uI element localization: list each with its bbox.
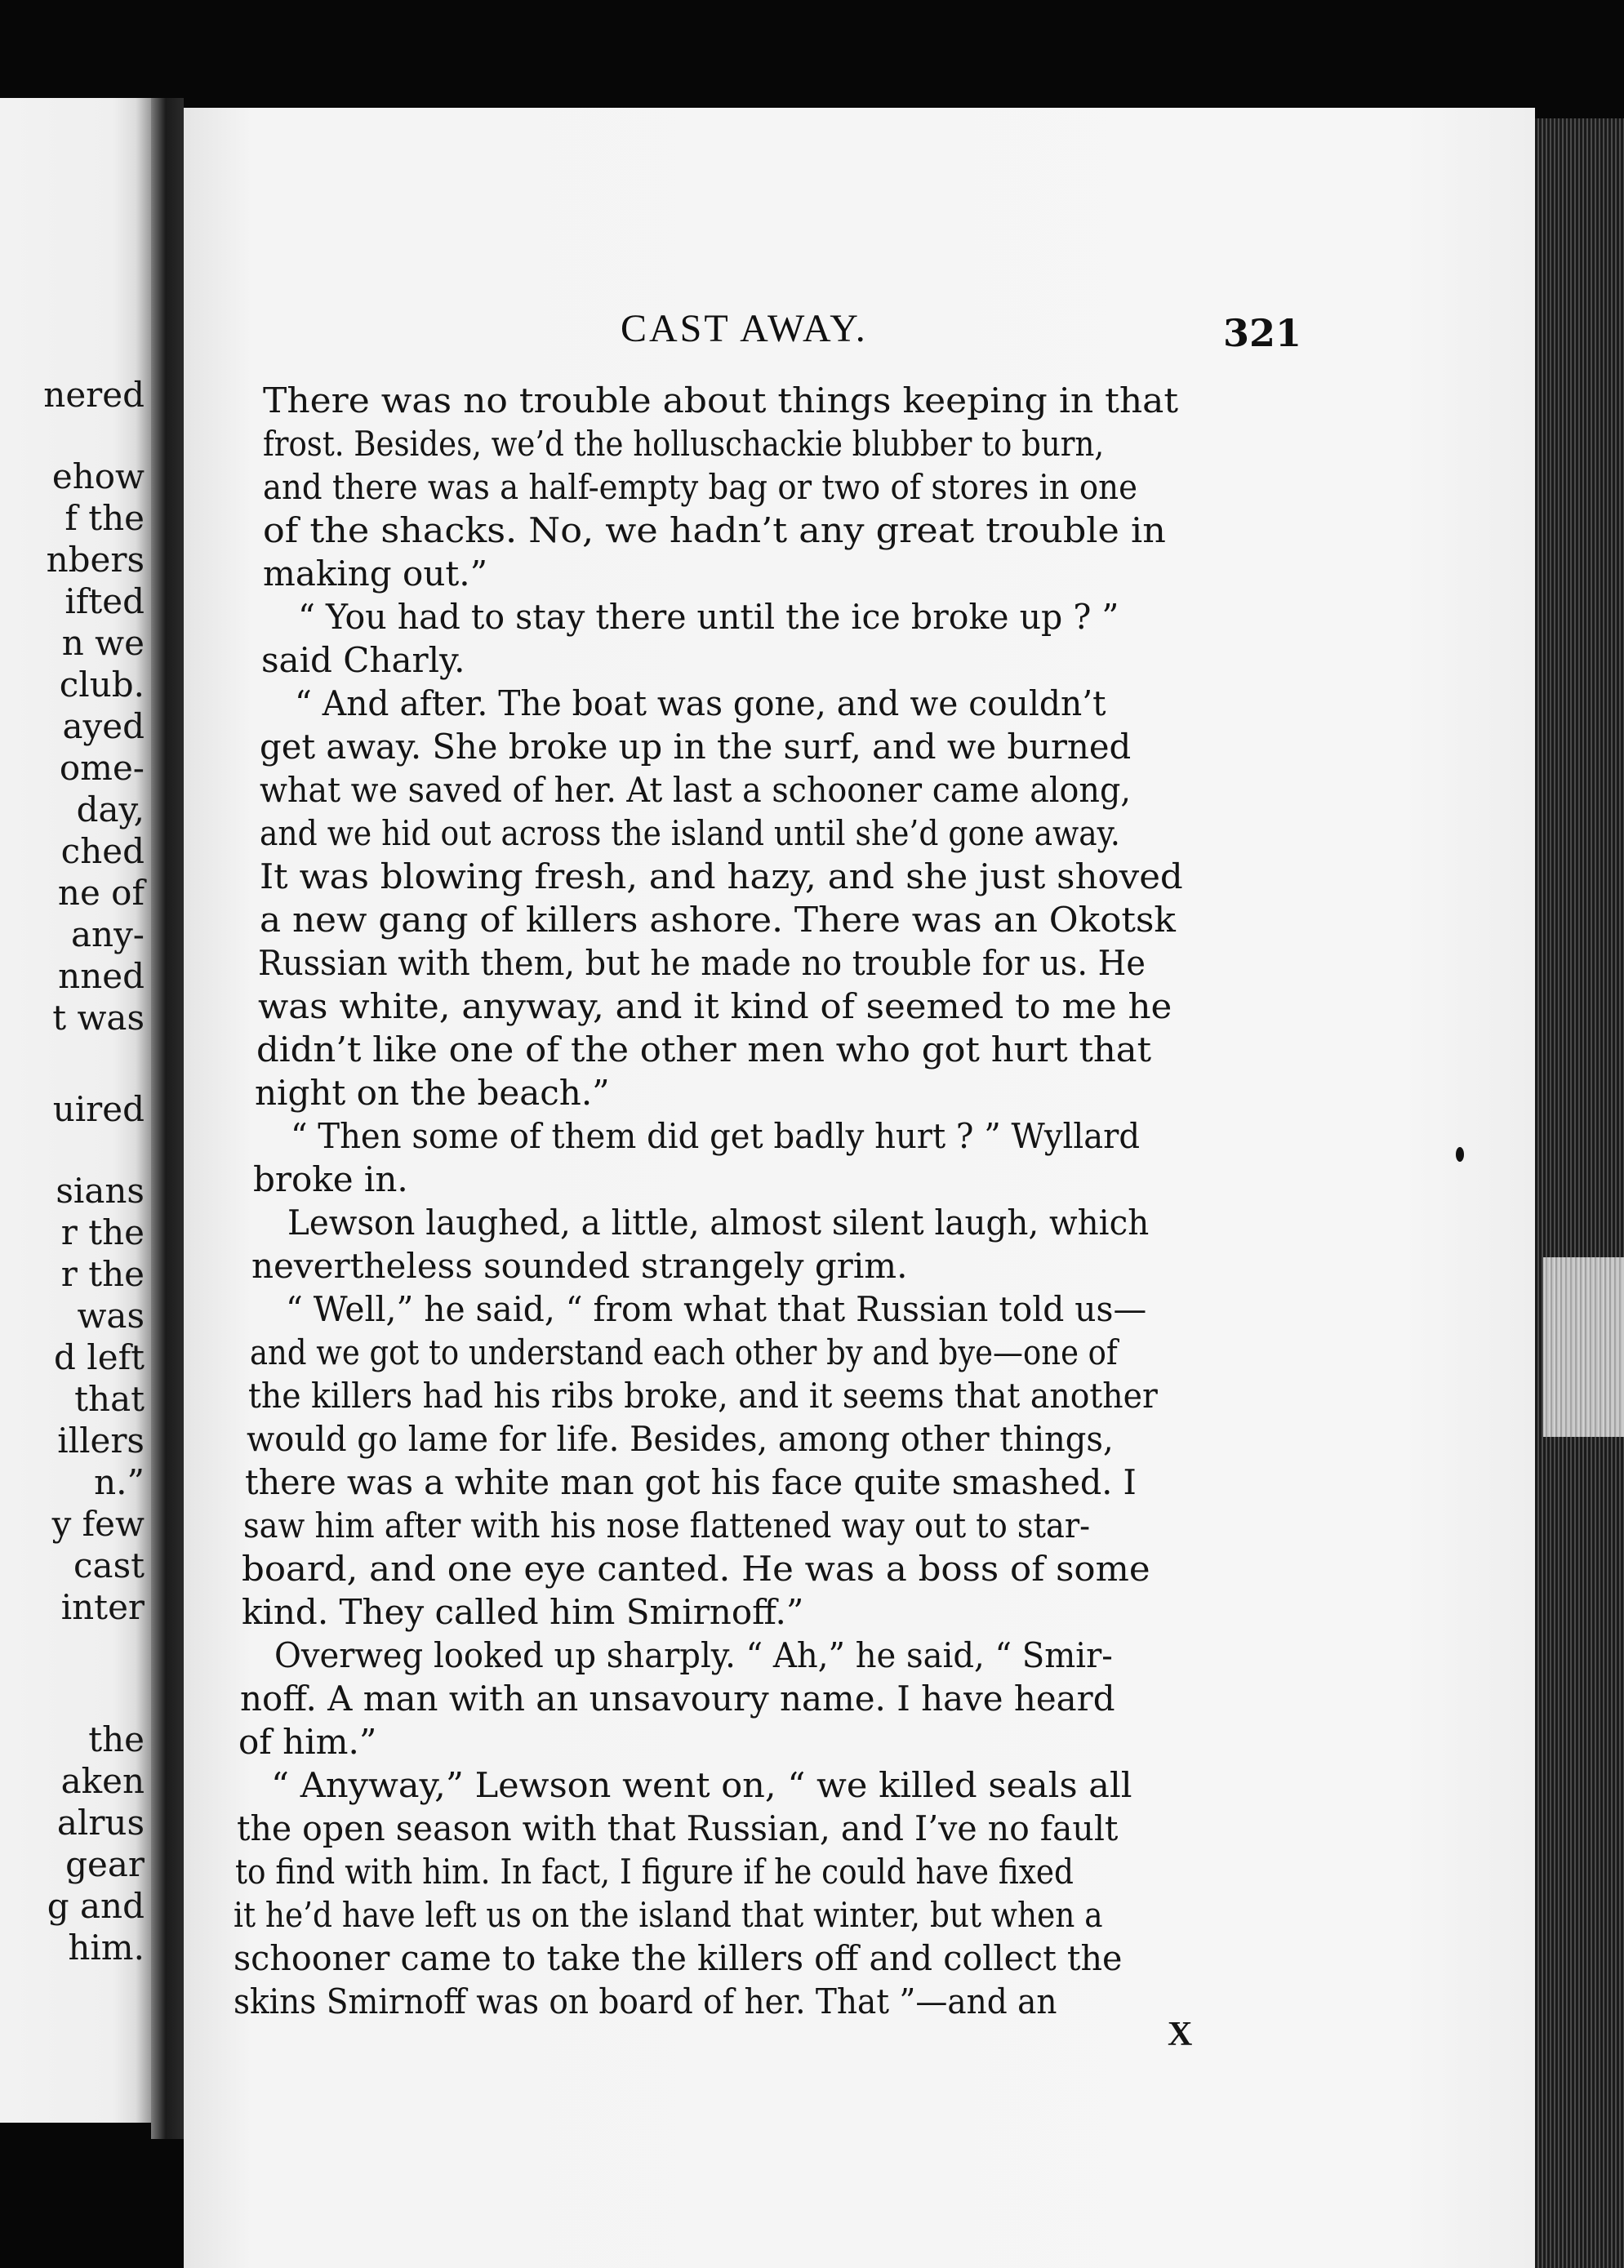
text-line: the killers had his ribs broke, and it seems that another <box>248 1376 1158 1416</box>
left-page-line: d left <box>54 1337 145 1377</box>
left-page-line: n.” <box>94 1462 145 1502</box>
page-edge-stack <box>1535 118 1624 2268</box>
left-page-line: n we <box>61 623 145 663</box>
text-line: Overweg looked up sharply. “ Ah,” he said, “ Smir- <box>274 1635 1113 1675</box>
left-page-line: t was <box>52 998 145 1038</box>
text-line: nevertheless sounded strangely grim. <box>251 1246 908 1286</box>
text-line: It was blowing fresh, and hazy, and she just shoved <box>260 856 1183 896</box>
left-page-line: g and <box>47 1886 145 1926</box>
left-page-line: nned <box>58 956 145 996</box>
text-line: “ Anyway,” Lewson went on, “ we killed seals all <box>271 1765 1132 1805</box>
left-page-line: nbers <box>46 540 145 580</box>
left-page-line: r the <box>60 1212 145 1252</box>
text-line: there was a white man got his face quite smashed. I <box>245 1462 1137 1502</box>
text-line: Lewson laughed, a little, almost silent laugh, which <box>287 1203 1150 1243</box>
text-line: Russian with them, but he made no trouble for us. He <box>258 943 1146 983</box>
left-page-line: the <box>88 1719 145 1759</box>
left-page-line: y few <box>51 1504 145 1544</box>
text-line: “ You had to stay there until the ice broke up ? ” <box>298 597 1119 637</box>
text-line: “ Well,” he said, “ from what that Russian told us— <box>286 1289 1147 1329</box>
text-line: noff. A man with an unsavoury name. I have heard <box>240 1679 1115 1719</box>
text-line: board, and one eye canted. He was a boss of some <box>242 1549 1150 1589</box>
running-head-title: CAST AWAY. <box>621 307 868 350</box>
text-line: broke in. <box>253 1159 408 1199</box>
left-page-line: ome- <box>59 748 145 788</box>
text-line: There was no trouble about things keeping in that <box>263 380 1179 420</box>
left-page-line: sians <box>56 1171 145 1211</box>
left-page-line: him. <box>68 1928 145 1968</box>
text-line: of him.” <box>238 1722 377 1762</box>
text-line: it he’d have left us on the island that winter, but when a <box>234 1895 1103 1935</box>
left-page-line: ayed <box>62 706 145 746</box>
left-page-line: that <box>74 1379 145 1419</box>
text-line: was white, anyway, and it kind of seemed to me he <box>258 986 1172 1026</box>
left-page-line: r the <box>60 1254 145 1294</box>
text-line: kind. They called him Smirnoff.” <box>242 1592 804 1632</box>
text-line: schooner came to take the killers off and collect the <box>234 1938 1123 1978</box>
left-page-line: ehow <box>51 456 145 496</box>
left-page-line: day, <box>76 789 145 829</box>
left-page-fragment <box>0 98 151 2123</box>
left-page-line: was <box>77 1296 145 1336</box>
text-line: the open season with that Russian, and I’ve no fault <box>237 1808 1119 1848</box>
text-line: “ Then some of them did get badly hurt ? ” Wyllard <box>291 1116 1141 1156</box>
text-line: said Charly. <box>261 640 465 680</box>
running-head <box>0 306 1624 355</box>
left-page-line: gear <box>65 1844 145 1884</box>
left-page-line: cast <box>73 1545 145 1585</box>
text-line: “ And after. The boat was gone, and we couldn’t <box>295 683 1106 723</box>
left-page-line: f the <box>65 498 145 538</box>
left-page-line: aken <box>60 1761 145 1801</box>
text-line: skins Smirnoff was on board of her. That ”—and an <box>234 1981 1057 2021</box>
text-line: and we hid out across the island until she’d gone away. <box>260 813 1120 853</box>
left-page-line: ifted <box>65 581 145 621</box>
text-line: a new gang of killers ashore. There was an Okotsk <box>260 900 1176 940</box>
left-page-line: nered <box>43 375 145 415</box>
left-page-line: inter <box>60 1587 145 1627</box>
text-line: saw him after with his nose flattened way out to star- <box>243 1505 1091 1545</box>
left-page-line: illers <box>57 1421 145 1461</box>
text-line: and there was a half-empty bag or two of stores in one <box>263 467 1137 507</box>
text-line: would go lame for life. Besides, among other things, <box>247 1419 1114 1459</box>
text-line: to find with him. In fact, I figure if he could have fixed <box>235 1852 1074 1892</box>
text-line: night on the beach.” <box>255 1073 610 1113</box>
text-line: what we saved of her. At last a schooner came along, <box>260 770 1131 810</box>
left-page-line: ched <box>60 831 145 871</box>
text-line: of the shacks. No, we hadn’t any great trouble in <box>263 510 1166 550</box>
text-line: didn’t like one of the other men who got hurt that <box>256 1029 1152 1070</box>
text-line: frost. Besides, we’d the holluschackie blubber to burn, <box>263 424 1105 464</box>
text-line: making out.” <box>263 554 488 594</box>
signature-mark: X <box>1168 2016 1193 2053</box>
text-line: get away. She broke up in the surf, and we burned <box>260 727 1132 767</box>
book-gutter <box>151 98 184 2139</box>
page-edge-highlight <box>1543 1257 1624 1437</box>
left-page-line: ne of <box>57 873 145 913</box>
left-page-line: any- <box>70 914 145 954</box>
left-page-line: club. <box>59 665 145 705</box>
ink-speck <box>1456 1147 1464 1162</box>
left-page-line: alrus <box>56 1803 145 1843</box>
left-page-line: uired <box>52 1089 145 1129</box>
text-line: and we got to understand each other by and bye—one of <box>250 1332 1118 1372</box>
page-number: 321 <box>1223 311 1302 355</box>
